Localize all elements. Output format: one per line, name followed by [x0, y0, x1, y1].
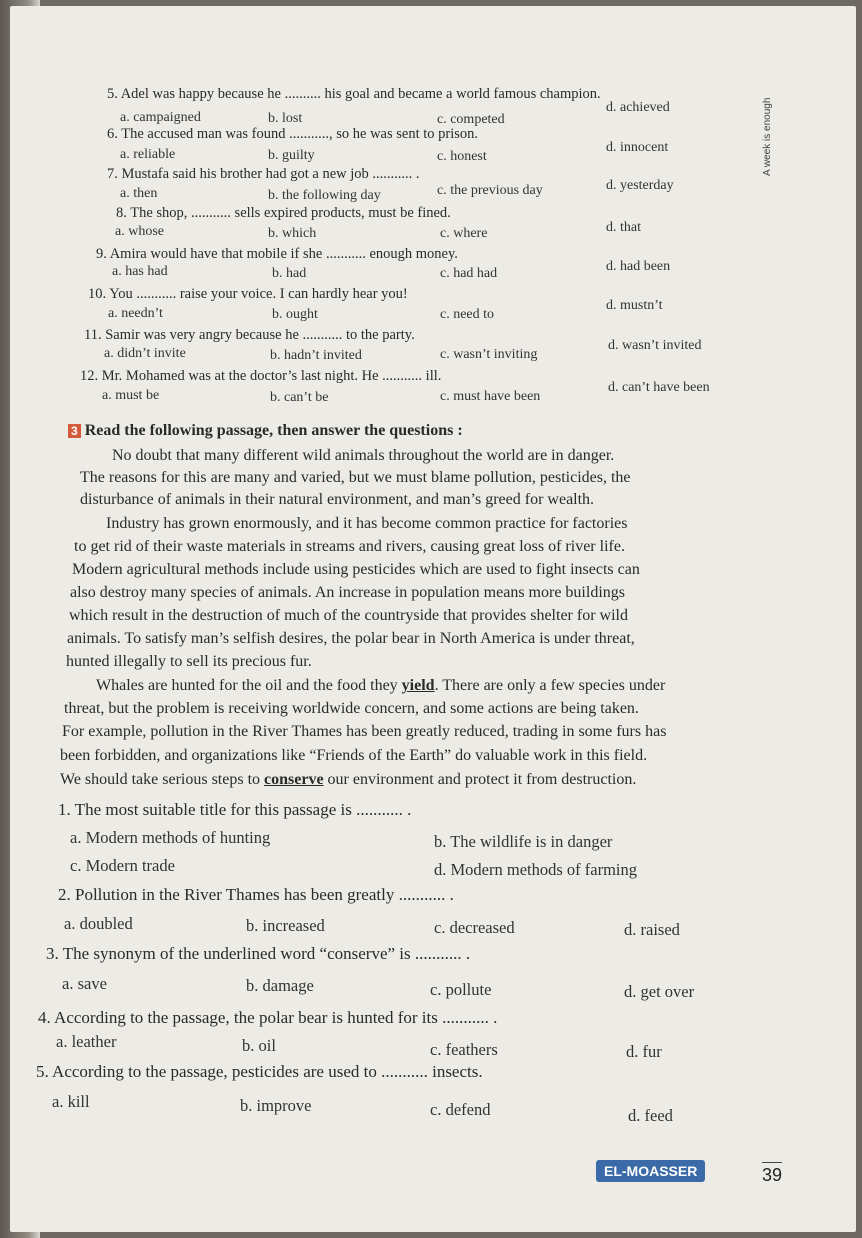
option-c: c. pollute	[430, 980, 492, 999]
question-9: 9. Amira would have that mobile if she ........... enough money.	[96, 246, 458, 262]
section-title: 3 Read the following passage, then answer the questions :	[68, 422, 463, 440]
passage-line: disturbance of animals in their natural environment, and man’s greed for wealth.	[80, 491, 595, 508]
option-a: a. reliable	[120, 147, 176, 162]
option-c: c. must have been	[440, 389, 541, 404]
option-d: d. wasn’t invited	[608, 338, 702, 353]
passage-line: We should take serious steps to conserve our environment and protect it from destruction.	[60, 771, 637, 788]
option-b: b. The wildlife is in danger	[434, 832, 613, 851]
option-d: d. yesterday	[606, 178, 674, 193]
option-d: d. had been	[606, 259, 671, 274]
publisher-logo: EL-MOASSER	[596, 1160, 705, 1182]
option-c: c. defend	[430, 1100, 491, 1119]
passage-line: hunted illegally to sell its precious fur.	[66, 653, 312, 670]
option-c: c. had had	[440, 266, 498, 281]
passage-line: No doubt that many different wild animals throughout the world are in danger.	[112, 447, 615, 464]
comprehension-question-2: 2. Pollution in the River Thames has been greatly ........... .	[58, 885, 454, 904]
question-11: 11. Samir was very angry because he ........... to the party.	[84, 327, 415, 343]
option-a: a. save	[62, 974, 107, 993]
passage-line: The reasons for this are many and varied, but we must blame pollution, pesticides, the	[80, 469, 631, 486]
passage-line: which result in the destruction of much of the countryside that provides shelter for wild	[69, 607, 628, 624]
option-d: d. mustn’t	[606, 298, 663, 313]
question-8: 8. The shop, ........... sells expired products, must be fined.	[116, 205, 451, 221]
question-5: 5. Adel was happy because he .......... his goal and became a world famous champion.	[107, 86, 601, 102]
option-a: a. then	[120, 186, 158, 201]
passage-line: been forbidden, and organizations like “Friends of the Earth” do valuable work in this field.	[60, 747, 648, 764]
option-c: c. competed	[437, 112, 505, 127]
question-12: 12. Mr. Mohamed was at the doctor’s last night. He ........... ill.	[80, 368, 442, 384]
option-a: a. kill	[52, 1092, 90, 1111]
side-note: A week is enough	[762, 97, 773, 177]
page-number: 39	[762, 1162, 782, 1186]
underlined-word-yield: yield	[401, 677, 435, 694]
comprehension-question-4: 4. According to the passage, the polar bear is hunted for its ........... .	[38, 1008, 498, 1027]
option-b: b. can’t be	[270, 390, 329, 405]
passage-line: animals. To satisfy man’s selfish desires, the polar bear in North America is under threat,	[67, 630, 635, 647]
passage-line: to get rid of their waste materials in streams and rivers, causing great loss of river life.	[74, 538, 625, 555]
passage-line: Whales are hunted for the oil and the food they yield. There are only a few species under	[96, 677, 666, 694]
passage-line: Industry has grown enormously, and it has become common practice for factories	[106, 515, 628, 532]
option-a: a. doubled	[64, 914, 133, 933]
option-b: b. the following day	[268, 188, 381, 203]
option-b: b. damage	[246, 976, 314, 995]
question-6: 6. The accused man was found ..........., so he was sent to prison.	[107, 126, 479, 142]
option-a: a. Modern methods of hunting	[70, 828, 271, 847]
option-c: c. the previous day	[437, 183, 543, 198]
passage-line: For example, pollution in the River Thames has been greatly reduced, trading in some furs has	[62, 723, 667, 740]
option-d: d. get over	[624, 982, 695, 1001]
option-c: c. where	[440, 226, 488, 241]
option-b: b. increased	[246, 916, 325, 935]
comprehension-question-5: 5. According to the passage, pesticides are used to ........... insects.	[36, 1062, 483, 1081]
option-c: c. Modern trade	[70, 856, 175, 875]
question-7: 7. Mustafa said his brother had got a new job ........... .	[107, 166, 420, 182]
option-a: a. campaigned	[120, 110, 201, 125]
option-a: a. whose	[115, 224, 164, 239]
option-a: a. leather	[56, 1032, 117, 1051]
option-b: b. guilty	[268, 148, 315, 163]
option-d: d. raised	[624, 920, 680, 939]
comprehension-question-3: 3. The synonym of the underlined word “conserve” is ........... .	[46, 944, 471, 963]
option-d: d. that	[606, 220, 641, 235]
option-c: c. honest	[437, 149, 487, 164]
option-c: c. wasn’t inviting	[440, 347, 538, 362]
underlined-word-conserve: conserve	[264, 771, 324, 788]
passage-line: threat, but the problem is receiving worldwide concern, and some actions are being taken.	[64, 700, 639, 717]
option-a: a. has had	[112, 264, 168, 279]
option-c: c. need to	[440, 307, 495, 322]
option-d: d. Modern methods of farming	[434, 860, 638, 879]
passage-line: also destroy many species of animals. An increase in population means more buildings	[70, 584, 625, 601]
option-d: d. innocent	[606, 140, 669, 155]
section-number: 3	[68, 424, 81, 438]
option-d: d. fur	[626, 1042, 662, 1061]
option-b: b. improve	[240, 1096, 312, 1115]
option-a: a. didn’t invite	[104, 346, 186, 361]
option-b: b. lost	[268, 111, 303, 126]
option-d: d. feed	[628, 1106, 673, 1125]
comprehension-question-1: 1. The most suitable title for this passage is ........... .	[58, 800, 412, 819]
question-10: 10. You ........... raise your voice. I can hardly hear you!	[88, 286, 408, 302]
option-d: d. achieved	[606, 100, 670, 115]
option-b: b. had	[272, 266, 307, 281]
option-c: c. feathers	[430, 1040, 498, 1059]
option-a: a. must be	[102, 388, 160, 403]
passage-line: Modern agricultural methods include using pesticides which are used to fight insects can	[72, 561, 640, 578]
option-b: b. oil	[242, 1036, 276, 1055]
option-b: b. which	[268, 226, 317, 241]
option-a: a. needn’t	[108, 306, 163, 321]
option-c: c. decreased	[434, 918, 515, 937]
option-b: b. ought	[272, 307, 318, 322]
option-d: d. can’t have been	[608, 380, 710, 395]
option-b: b. hadn’t invited	[270, 348, 362, 363]
